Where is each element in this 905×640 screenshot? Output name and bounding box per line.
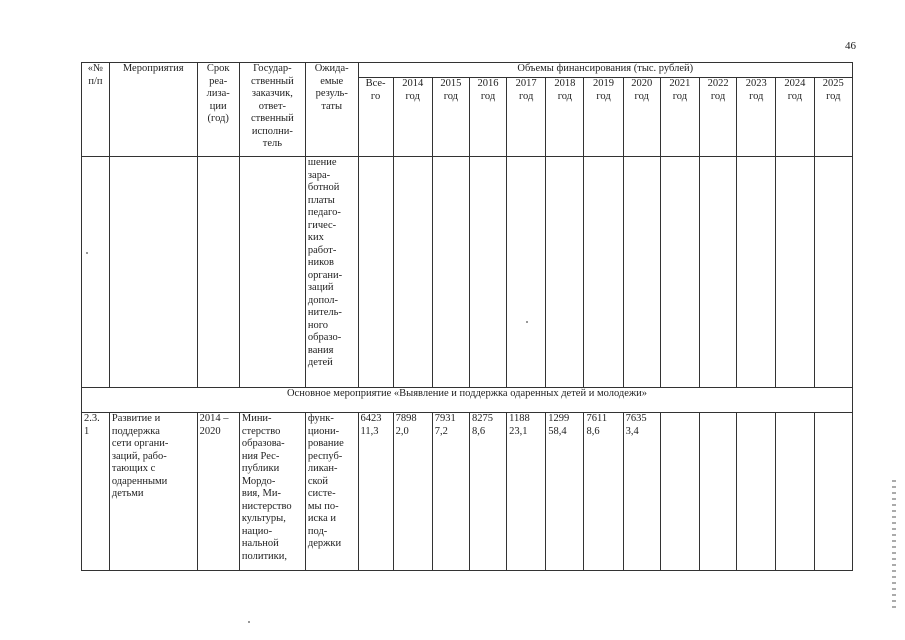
scan-artifact <box>892 480 896 610</box>
cell-value-2016: 8275 8,6 <box>469 413 506 571</box>
header-funding-col: 2022 год <box>700 78 737 157</box>
cell-value-2024 <box>776 413 814 571</box>
cell-empty <box>358 157 393 388</box>
header-funding-col: 2023 год <box>737 78 776 157</box>
cell-empty <box>700 157 737 388</box>
header-funding-col: 2018 год <box>546 78 584 157</box>
cell-empty <box>584 157 623 388</box>
header-funding-col: 2021 год <box>660 78 699 157</box>
cell-value-2020: 7635 3,4 <box>623 413 660 571</box>
cell-value-2017: 1188 23,1 <box>507 413 546 571</box>
cell-empty <box>546 157 584 388</box>
cell-empty <box>82 157 110 388</box>
table-row-2-3-1 <box>82 413 853 571</box>
cell-empty <box>239 157 305 388</box>
cell-empty <box>776 157 814 388</box>
continuation-row <box>82 157 853 388</box>
cell-empty <box>623 157 660 388</box>
cell-empty <box>737 157 776 388</box>
header-customer: Государ- ственный заказчик, ответ- ственный исполни- тель <box>239 63 305 157</box>
header-funding-col: 2015 год <box>432 78 469 157</box>
header-funding-col: 2024 год <box>776 78 814 157</box>
header-funding-col: Все- го <box>358 78 393 157</box>
header-num: «№ п/п <box>82 63 110 157</box>
header-funding-col: 2016 год <box>469 78 506 157</box>
header-funding-col: 2025 год <box>814 78 852 157</box>
cell-empty <box>109 157 197 388</box>
cell-value-2022 <box>700 413 737 571</box>
cell-empty <box>393 157 432 388</box>
cell-value-2014: 7898 2,0 <box>393 413 432 571</box>
scan-speck <box>248 621 250 623</box>
section-title: Основное мероприятие «Выявление и поддержка одаренных детей и молодежи» <box>82 388 853 413</box>
page-number: 46 <box>845 40 856 52</box>
header-funding-col: 2017 год <box>507 78 546 157</box>
cell-value-2019: 7611 8,6 <box>584 413 623 571</box>
cell-customer: Мини- стерство образова- ния Рес- публики Мордо- вия, Ми- нистерство культуры, нацио- нальной политики, <box>239 413 305 571</box>
cell-empty <box>197 157 239 388</box>
header-funding-col: 2014 год <box>393 78 432 157</box>
cell-empty <box>814 157 852 388</box>
cell-empty <box>507 157 546 388</box>
cell-empty <box>469 157 506 388</box>
header-funding-col: 2020 год <box>623 78 660 157</box>
header-event: Мероприятия <box>109 63 197 157</box>
cell-value-2023 <box>737 413 776 571</box>
cell-term: 2014 – 2020 <box>197 413 239 571</box>
cell-value-2025 <box>814 413 852 571</box>
cell-expected: функ- циони- рование респуб- ликан- ской систе- мы по- иска и под- держки <box>305 413 358 571</box>
header-term: Срок реа- лиза- ции (год) <box>197 63 239 157</box>
cell-value-2021 <box>660 413 699 571</box>
cell-expected-continued: шение зара- ботной платы педаго- гичес- ких работ- ников органи- заций допол- нитель- ного образо- вания детей <box>305 157 358 388</box>
section-row <box>82 388 853 413</box>
cell-value-2018: 1299 58,4 <box>546 413 584 571</box>
cell-empty <box>432 157 469 388</box>
cell-value-2015: 7931 7,2 <box>432 413 469 571</box>
header-expected: Ожида- емые резуль- таты <box>305 63 358 157</box>
cell-value-total: 6423 11,3 <box>358 413 393 571</box>
financing-table <box>81 62 853 571</box>
cell-event: Развитие и поддержка сети органи- заций, рабо- тающих с одаренными детьми <box>109 413 197 571</box>
cell-empty <box>660 157 699 388</box>
cell-number: 2.3. 1 <box>82 413 110 571</box>
header-funding-title: Объемы финансирования (тыс. рублей) <box>358 63 852 78</box>
header-funding-col: 2019 год <box>584 78 623 157</box>
header-row <box>82 63 853 78</box>
